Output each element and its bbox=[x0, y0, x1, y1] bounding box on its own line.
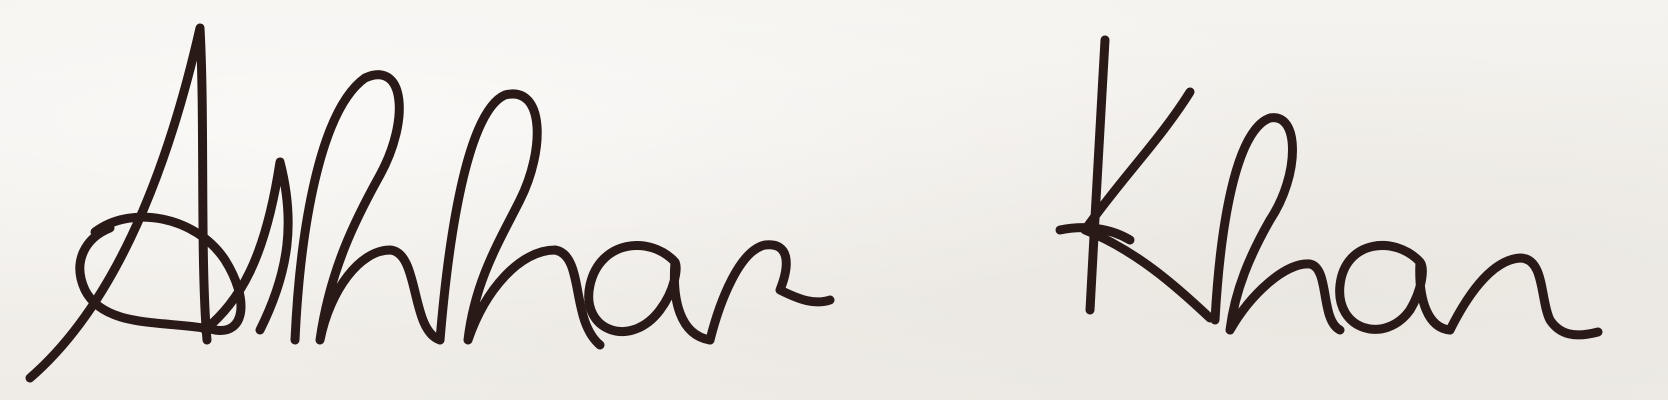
stroke-a2 bbox=[589, 245, 710, 340]
stroke-h3 bbox=[1215, 118, 1340, 330]
stroke-h1 bbox=[295, 75, 440, 340]
stroke-h2 bbox=[440, 94, 600, 345]
stroke-r bbox=[710, 245, 830, 340]
stroke-n bbox=[1450, 258, 1598, 335]
stroke-k-stem bbox=[1090, 40, 1105, 310]
signature-strokes bbox=[30, 28, 1598, 378]
stroke-a3 bbox=[1340, 245, 1450, 330]
